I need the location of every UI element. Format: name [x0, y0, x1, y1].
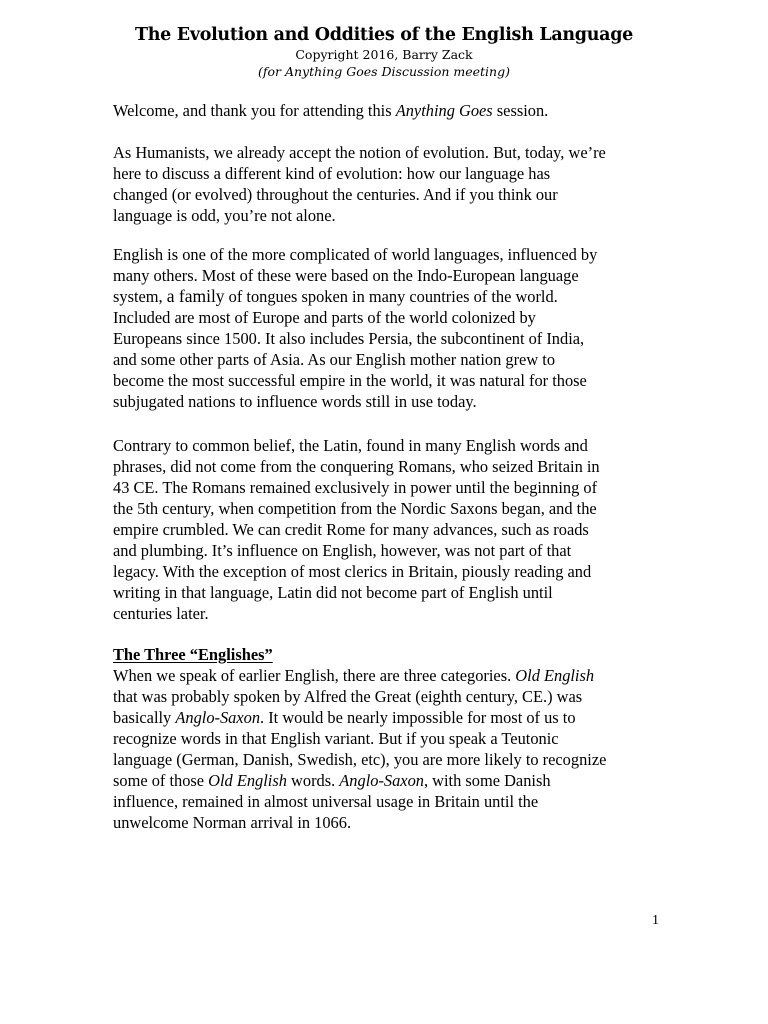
document-header: [0, 24, 768, 80]
text-line: many others. Most of these were based on the Indo-European language: [113, 266, 579, 285]
text-line: subjugated nations to influence words still in use today.: [113, 392, 477, 411]
text-run: words.: [286, 771, 340, 790]
text-run: system,: [113, 287, 167, 306]
emphasis-run: a family: [166, 286, 225, 306]
text-run: basically: [113, 708, 176, 727]
text-line: and some other parts of Asia. As our English mother nation grew to: [113, 350, 556, 369]
text-line: unwelcome Norman arrival in 1066.: [113, 813, 352, 832]
text-line: changed (or evolved) throughout the centuries. And if you think our: [113, 185, 558, 204]
text-line: [113, 665, 673, 686]
text-line: English is one of the more complicated of world languages, influenced by: [113, 245, 598, 264]
text-line: language (German, Danish, Swedish, etc), you are more likely to recognize: [113, 750, 607, 769]
page-number: 1: [652, 913, 659, 928]
section-three-englishes: [113, 644, 673, 833]
text-line: Included are most of Europe and parts of the world colonized by: [113, 308, 536, 327]
text-line: 43 CE. The Romans remained exclusively in power until the beginning of: [113, 478, 598, 497]
text-line: and plumbing. It’s influence on English, however, was not part of that: [113, 541, 572, 560]
text-run: Welcome, and thank you for attending this: [113, 101, 396, 120]
paragraph-indo-european: [113, 244, 673, 412]
text-run: some of those: [113, 771, 209, 790]
italic-run: Old English: [208, 771, 287, 790]
text-line: Europeans since 1500. It also includes Persia, the subcontinent of India,: [113, 329, 585, 348]
paragraph-welcome: [113, 100, 673, 121]
text-line: here to discuss a different kind of evolution: how our language has: [113, 164, 551, 183]
text-line: As Humanists, we already accept the notion of evolution. But, today, we’re: [113, 143, 606, 162]
text-line: become the most successful empire in the world, it was natural for those: [113, 371, 587, 390]
text-run: When we speak of earlier English, there are three categories.: [113, 666, 516, 685]
text-line: empire crumbled. We can credit Rome for many advances, such as roads: [113, 520, 589, 539]
italic-run: Old English: [515, 666, 595, 685]
occasion-line: (for Anything Goes Discussion meeting): [258, 64, 510, 79]
section-heading: The Three “Englishes”: [113, 645, 273, 664]
text-run: , with some Danish: [423, 771, 551, 790]
paragraph-humanists: [113, 142, 673, 226]
copyright-line: Copyright 2016, Barry Zack: [295, 47, 473, 62]
text-line: [113, 100, 673, 121]
text-line: language is odd, you’re not alone.: [113, 206, 336, 225]
text-run: session.: [492, 101, 549, 120]
text-run: of tongues spoken in many countries of the world.: [224, 287, 558, 306]
text-line: [113, 286, 673, 307]
text-line: influence, remained in almost universal usage in Britain until the: [113, 792, 539, 811]
text-run: . It would be nearly impossible for most of us to: [260, 708, 576, 727]
text-line: [113, 707, 673, 728]
italic-run: Anglo-Saxon: [339, 771, 424, 790]
text-line: writing in that language, Latin did not become part of English until: [113, 583, 553, 602]
text-line: recognize words in that English variant. But if you speak a Teutonic: [113, 729, 559, 748]
italic-run: Anything Goes: [395, 101, 493, 120]
text-line: Contrary to common belief, the Latin, found in many English words and: [113, 436, 588, 455]
text-line: legacy. With the exception of most clerics in Britain, piously reading and: [113, 562, 592, 581]
text-line: [113, 770, 673, 791]
paragraph-latin: [113, 435, 673, 624]
text-line: phrases, did not come from the conquering Romans, who seized Britain in: [113, 457, 600, 476]
italic-run: Anglo-Saxon: [175, 708, 261, 727]
document-title: The Evolution and Oddities of the English Language: [135, 25, 633, 45]
text-line: the 5th century, when competition from the Nordic Saxons began, and the: [113, 499, 597, 518]
text-line: that was probably spoken by Alfred the Great (eighth century, CE.) was: [113, 687, 583, 706]
text-line: centuries later.: [113, 604, 209, 623]
